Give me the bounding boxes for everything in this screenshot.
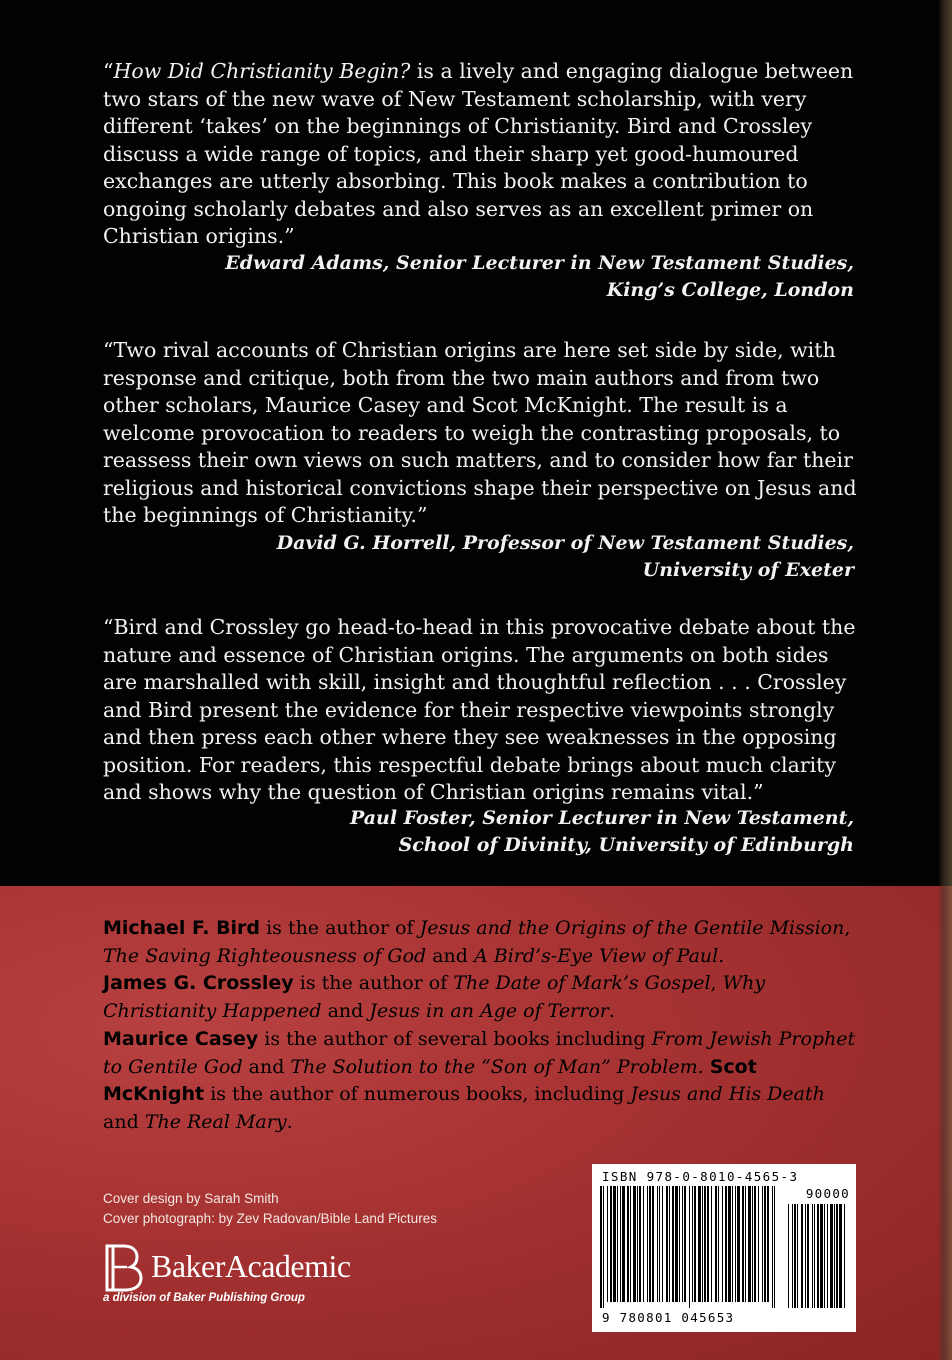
author-name: Scot McKnight — [103, 1055, 757, 1105]
endorsement-attribution-2: David G. Horrell, Professor of New Testament Studies, University of Exeter — [276, 532, 854, 581]
cover-edge — [938, 0, 952, 1360]
isbn-barcode — [592, 1164, 856, 1332]
barcode-bars-icon — [598, 1186, 850, 1310]
bio-paragraph-respondents: Maurice Casey is the author of several books including From Jewish Prophet to Gentile God and The Solution to the “Son of Man” Problem. Scot McKnight is the author of numerous books, including Jesus and His Death and The Real Mary. — [103, 1028, 856, 1133]
bio-paragraph-authors: Michael F. Bird is the author of Jesus and the Origins of the Gentile Mission, The Saving Righteousness of God and A Bird’s-Eye View of Paul. James G. Crossley is the author of The Date of Mark’s Gospel, Why Christianity Happened and Jesus in an Age of Terror. — [103, 917, 851, 1022]
publisher-name: BakerAcademic — [151, 1248, 351, 1284]
isbn-number: ISBN 978-0-8010-4565-3 — [602, 1169, 799, 1184]
quoted-book-title: How Did Christianity Begin? — [113, 59, 411, 83]
endorsement-attribution-1: Edward Adams, Senior Lecturer in New Testament Studies, King’s College, London — [225, 252, 854, 301]
author-name: James G. Crossley — [103, 972, 294, 994]
barcode-digits: 9 780801 045653 — [602, 1310, 735, 1325]
endorsement-quote-2: “Two rival accounts of Christian origins are here set side by side, with response and critique, both from the two main authors and from two other scholars, Maurice Casey and Scot McKnight. The result is a welcome provocation to readers to weigh the contrasting proposals, to reassess their own views on such matters, and to consider how far their religious and historical convictions shape their perspective on Jesus and the beginnings of Christianity.” — [103, 338, 857, 527]
endorsement-attribution-3: Paul Foster, Senior Lecturer in New Testament, School of Divinity, University of Edinburgh — [349, 807, 854, 856]
author-name: Michael F. Bird — [103, 917, 261, 939]
author-name: Maurice Casey — [103, 1028, 259, 1050]
cover-design-credit: Cover design by Sarah Smith — [103, 1191, 279, 1206]
publisher-logo — [103, 1244, 423, 1314]
barcode-supplement: 90000 — [805, 1186, 850, 1201]
endorsement-quote-1: “How Did Christianity Begin? is a lively and engaging dialogue between two stars of the new wave of New Testament scholarship, with very different ‘takes’ on the beginnings of Christianity. Bird and Crossley discuss a wide range of topics, and their sharp yet good-humoured exchanges are utterly absorbing. This book makes a contribution to ongoing scholarly debates and also serves as an excellent primer on Christian origins.” — [103, 59, 854, 248]
cover-photo-credit: Cover photograph: by Zev Radovan/Bible Land Pictures — [103, 1211, 437, 1226]
publisher-tagline: a division of Baker Publishing Group — [103, 1292, 305, 1304]
endorsement-quote-3: “Bird and Crossley go head-to-head in this provocative debate about the nature and essence of Christian origins. The arguments on both sides are marshalled with skill, insight and thoughtful reflection . . . Crossley and Bird present the evidence for their respective viewpoints strongly and then press each other where they see weaknesses in the opposing position. For readers, this respectful debate brings about much clarity and shows why the question of Christian origins remains vital.” — [103, 615, 856, 804]
cover-credits — [103, 1189, 437, 1229]
